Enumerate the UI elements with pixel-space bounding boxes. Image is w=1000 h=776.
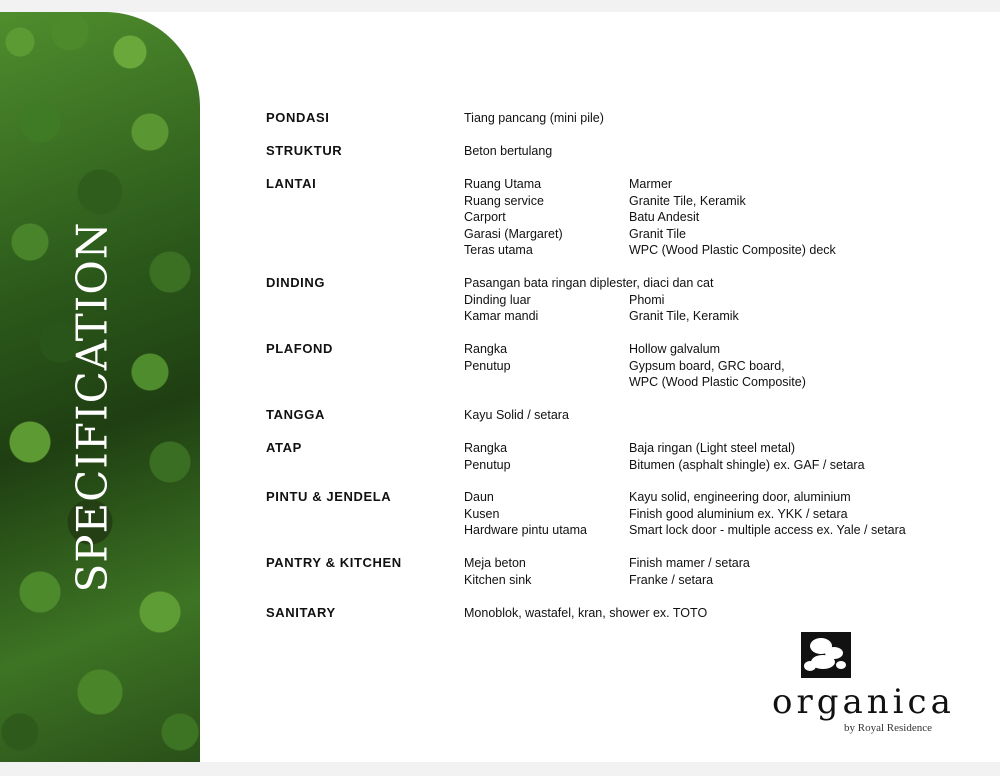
spec-material: WPC (Wood Plastic Composite)	[629, 375, 806, 389]
spec-material-column	[629, 110, 632, 127]
spec-material: Hollow galvalum	[629, 342, 721, 356]
spec-item-column	[464, 555, 531, 588]
spec-material: Kayu solid, engineering door, aluminium	[629, 490, 851, 504]
spec-item: Ruang service	[464, 193, 544, 208]
spec-label: TANGGA	[266, 407, 325, 422]
spec-material	[629, 275, 739, 292]
spec-item-column	[464, 341, 511, 391]
forest-image	[0, 12, 200, 762]
spec-item: Beton bertulang	[464, 144, 553, 158]
spec-material: Granit Tile, Keramik	[629, 309, 739, 323]
spec-label: STRUKTUR	[266, 143, 343, 158]
spec-material	[629, 143, 632, 160]
logo-wordmark: organica	[772, 682, 955, 722]
spec-item: Penutup	[464, 457, 511, 472]
spec-label: LANTAI	[266, 176, 317, 191]
spec-label: PANTRY & KITCHEN	[266, 555, 402, 570]
spec-item: Garasi (Margaret)	[464, 226, 563, 241]
spec-item: Dinding luar	[464, 292, 531, 307]
spec-item: Tiang pancang (mini pile)	[464, 111, 604, 125]
spec-label: ATAP	[266, 440, 302, 455]
spec-material-column	[629, 407, 632, 424]
spec-item-column	[464, 605, 707, 622]
spec-item	[464, 374, 511, 391]
spec-material-column	[629, 176, 836, 259]
organica-logo	[770, 632, 955, 742]
spec-material-column	[629, 341, 806, 391]
spec-material: Phomi	[629, 292, 665, 307]
spec-material: Granite Tile, Keramik	[629, 193, 746, 208]
spec-material: Baja ringan (Light steel metal)	[629, 441, 796, 455]
spec-material: Finish mamer / setara	[629, 556, 750, 570]
spec-item-column	[464, 110, 604, 127]
spec-item-column	[464, 143, 552, 160]
spec-material: Franke / setara	[629, 572, 714, 587]
spec-item: Meja beton	[464, 556, 526, 570]
spec-material	[629, 605, 632, 622]
spec-item: Ruang Utama	[464, 177, 542, 191]
spec-label: SANITARY	[266, 605, 336, 620]
spec-item: Teras utama	[464, 243, 533, 257]
spec-material-column	[629, 440, 865, 473]
spec-item: Rangka	[464, 441, 508, 455]
spec-item: Kusen	[464, 506, 500, 521]
spec-material-column	[629, 275, 739, 325]
spec-material-column	[629, 143, 632, 160]
spec-item: Hardware pintu utama	[464, 523, 587, 537]
spec-material: Gypsum board, GRC board,	[629, 358, 785, 373]
cloud-logo-icon	[801, 632, 851, 678]
spec-item-column	[464, 176, 563, 259]
spec-item-column	[464, 407, 569, 424]
spec-item: Kamar mandi	[464, 309, 539, 323]
logo-tagline: by Royal Residence	[844, 722, 932, 734]
spec-material: Smart lock door - multiple access ex. Yale / setara	[629, 523, 906, 537]
spec-material: Marmer	[629, 177, 673, 191]
spec-item: Pasangan bata ringan diplester, diaci dan cat	[464, 276, 714, 290]
spec-material: WPC (Wood Plastic Composite) deck	[629, 243, 836, 257]
spec-item: Rangka	[464, 342, 508, 356]
spec-material-column	[629, 489, 906, 539]
spec-material: Granit Tile	[629, 226, 686, 241]
spec-label: PONDASI	[266, 110, 330, 125]
spec-material	[629, 407, 632, 424]
spec-material: Bitumen (asphalt shingle) ex. GAF / setara	[629, 457, 865, 472]
spec-item: Kitchen sink	[464, 572, 532, 587]
specification-page	[0, 12, 1000, 762]
spec-item-column	[464, 489, 587, 539]
spec-item: Daun	[464, 490, 494, 504]
spec-material: Batu Andesit	[629, 210, 700, 224]
spec-label: PLAFOND	[266, 341, 334, 356]
side-title: SPECIFICATION	[67, 221, 117, 593]
spec-label: PINTU & JENDELA	[266, 489, 392, 504]
spec-item: Monoblok, wastafel, kran, shower ex. TOTO	[464, 606, 708, 620]
spec-item: Carport	[464, 210, 506, 224]
spec-material	[629, 110, 632, 127]
spec-material: Finish good aluminium ex. YKK / setara	[629, 506, 848, 521]
spec-item: Kayu Solid / setara	[464, 408, 569, 422]
spec-material-column	[629, 605, 632, 622]
spec-item-column	[464, 440, 511, 473]
spec-label: DINDING	[266, 275, 326, 290]
spec-item: Penutup	[464, 358, 511, 373]
spec-material-column	[629, 555, 750, 588]
